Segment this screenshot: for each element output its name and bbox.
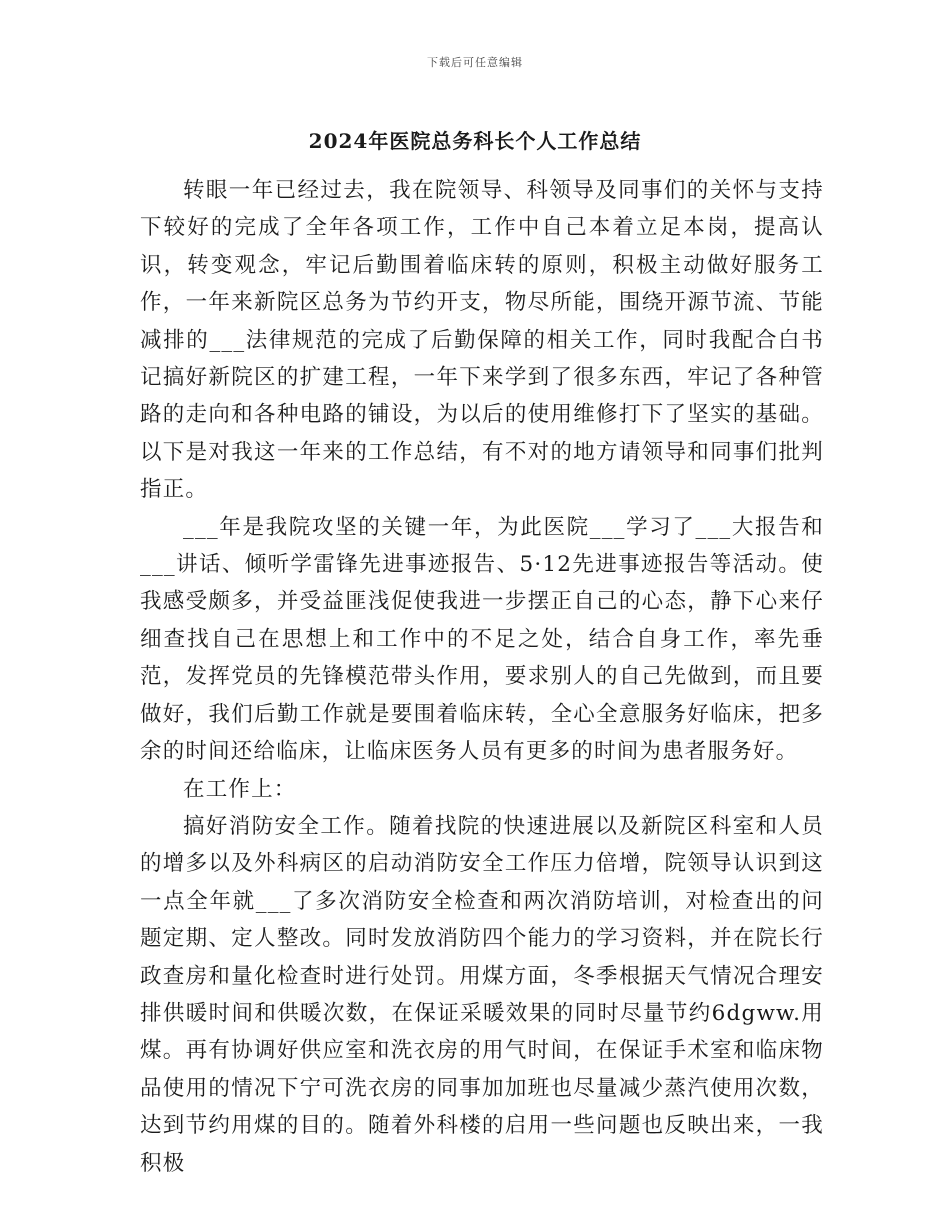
paragraph-intro: 转眼一年已经过去，我在院领导、科领导及同事们的关怀与支持下较好的完成了全年各项工作，工作中自己本着立足本岗，提高认识，转变观念，牢记后勤围着临床转的原则，积极主动做好服务工作，一年来新院区总务为节约开支，物尽所能，围绕开源节流、节能减排的___法律规范的完成了后勤保障的相关工作，同时我配合白书记搞好新院区的扩建工程，一年下来学到了很多东西，牢记了各种管路的走向和各种电路的铺设，为以后的使用维修打下了坚实的基础。以下是对我这一年来的工作总结，有不对的地方请领导和同事们批判指正。 bbox=[140, 178, 824, 503]
document-title: 2024年医院总务科长个人工作总结 bbox=[308, 129, 642, 153]
paragraph-study: ___年是我院攻坚的关键一年，为此医院___学习了___大报告和___讲话、倾听学雷锋先进事迹报告、5·12先进事迹报告等活动。使我感受颇多，并受益匪浅促使我进一步摆正自己的心态，静下心来仔细查找自己在思想上和工作中的不足之处，结合自身工作，率先垂范，发挥党员的先锋模范带头作用，要求别人的自己先做到，而且要做好，我们后勤工作就是要围着临床转，全心全意服务好临床，把多余的时间还给临床，让临床医务人员有更多的时间为患者服务好。 bbox=[140, 514, 824, 765]
paragraph-work-heading: 在工作上： bbox=[183, 776, 297, 802]
paragraph-fire-safety: 搞好消防安全工作。随着找院的快速进展以及新院区科室和人员的增多以及外科病区的启动消防安全工作压力倍增，院领导认识到这一点全年就___了多次消防安全检查和两次消防培训，对检查出的问题定期、定人整改。同时发放消防四个能力的学习资料，并在院长行政查房和量化检查时进行处罚。用煤方面，冬季根据天气情况合理安排供暖时间和供暖次数，在保证采暖效果的同时尽量节约6dgww.用煤。再有协调好供应室和洗衣房的用气时间，在保证手术室和临床物品使用的情况下宁可洗衣房的同事加加班也尽量减少蒸汽使用次数，达到节约用煤的目的。随着外科楼的启用一些问题也反映出来，一我积极 bbox=[140, 813, 824, 1176]
header-note: 下载后可任意编辑 bbox=[427, 56, 523, 69]
document-body bbox=[140, 172, 824, 1182]
